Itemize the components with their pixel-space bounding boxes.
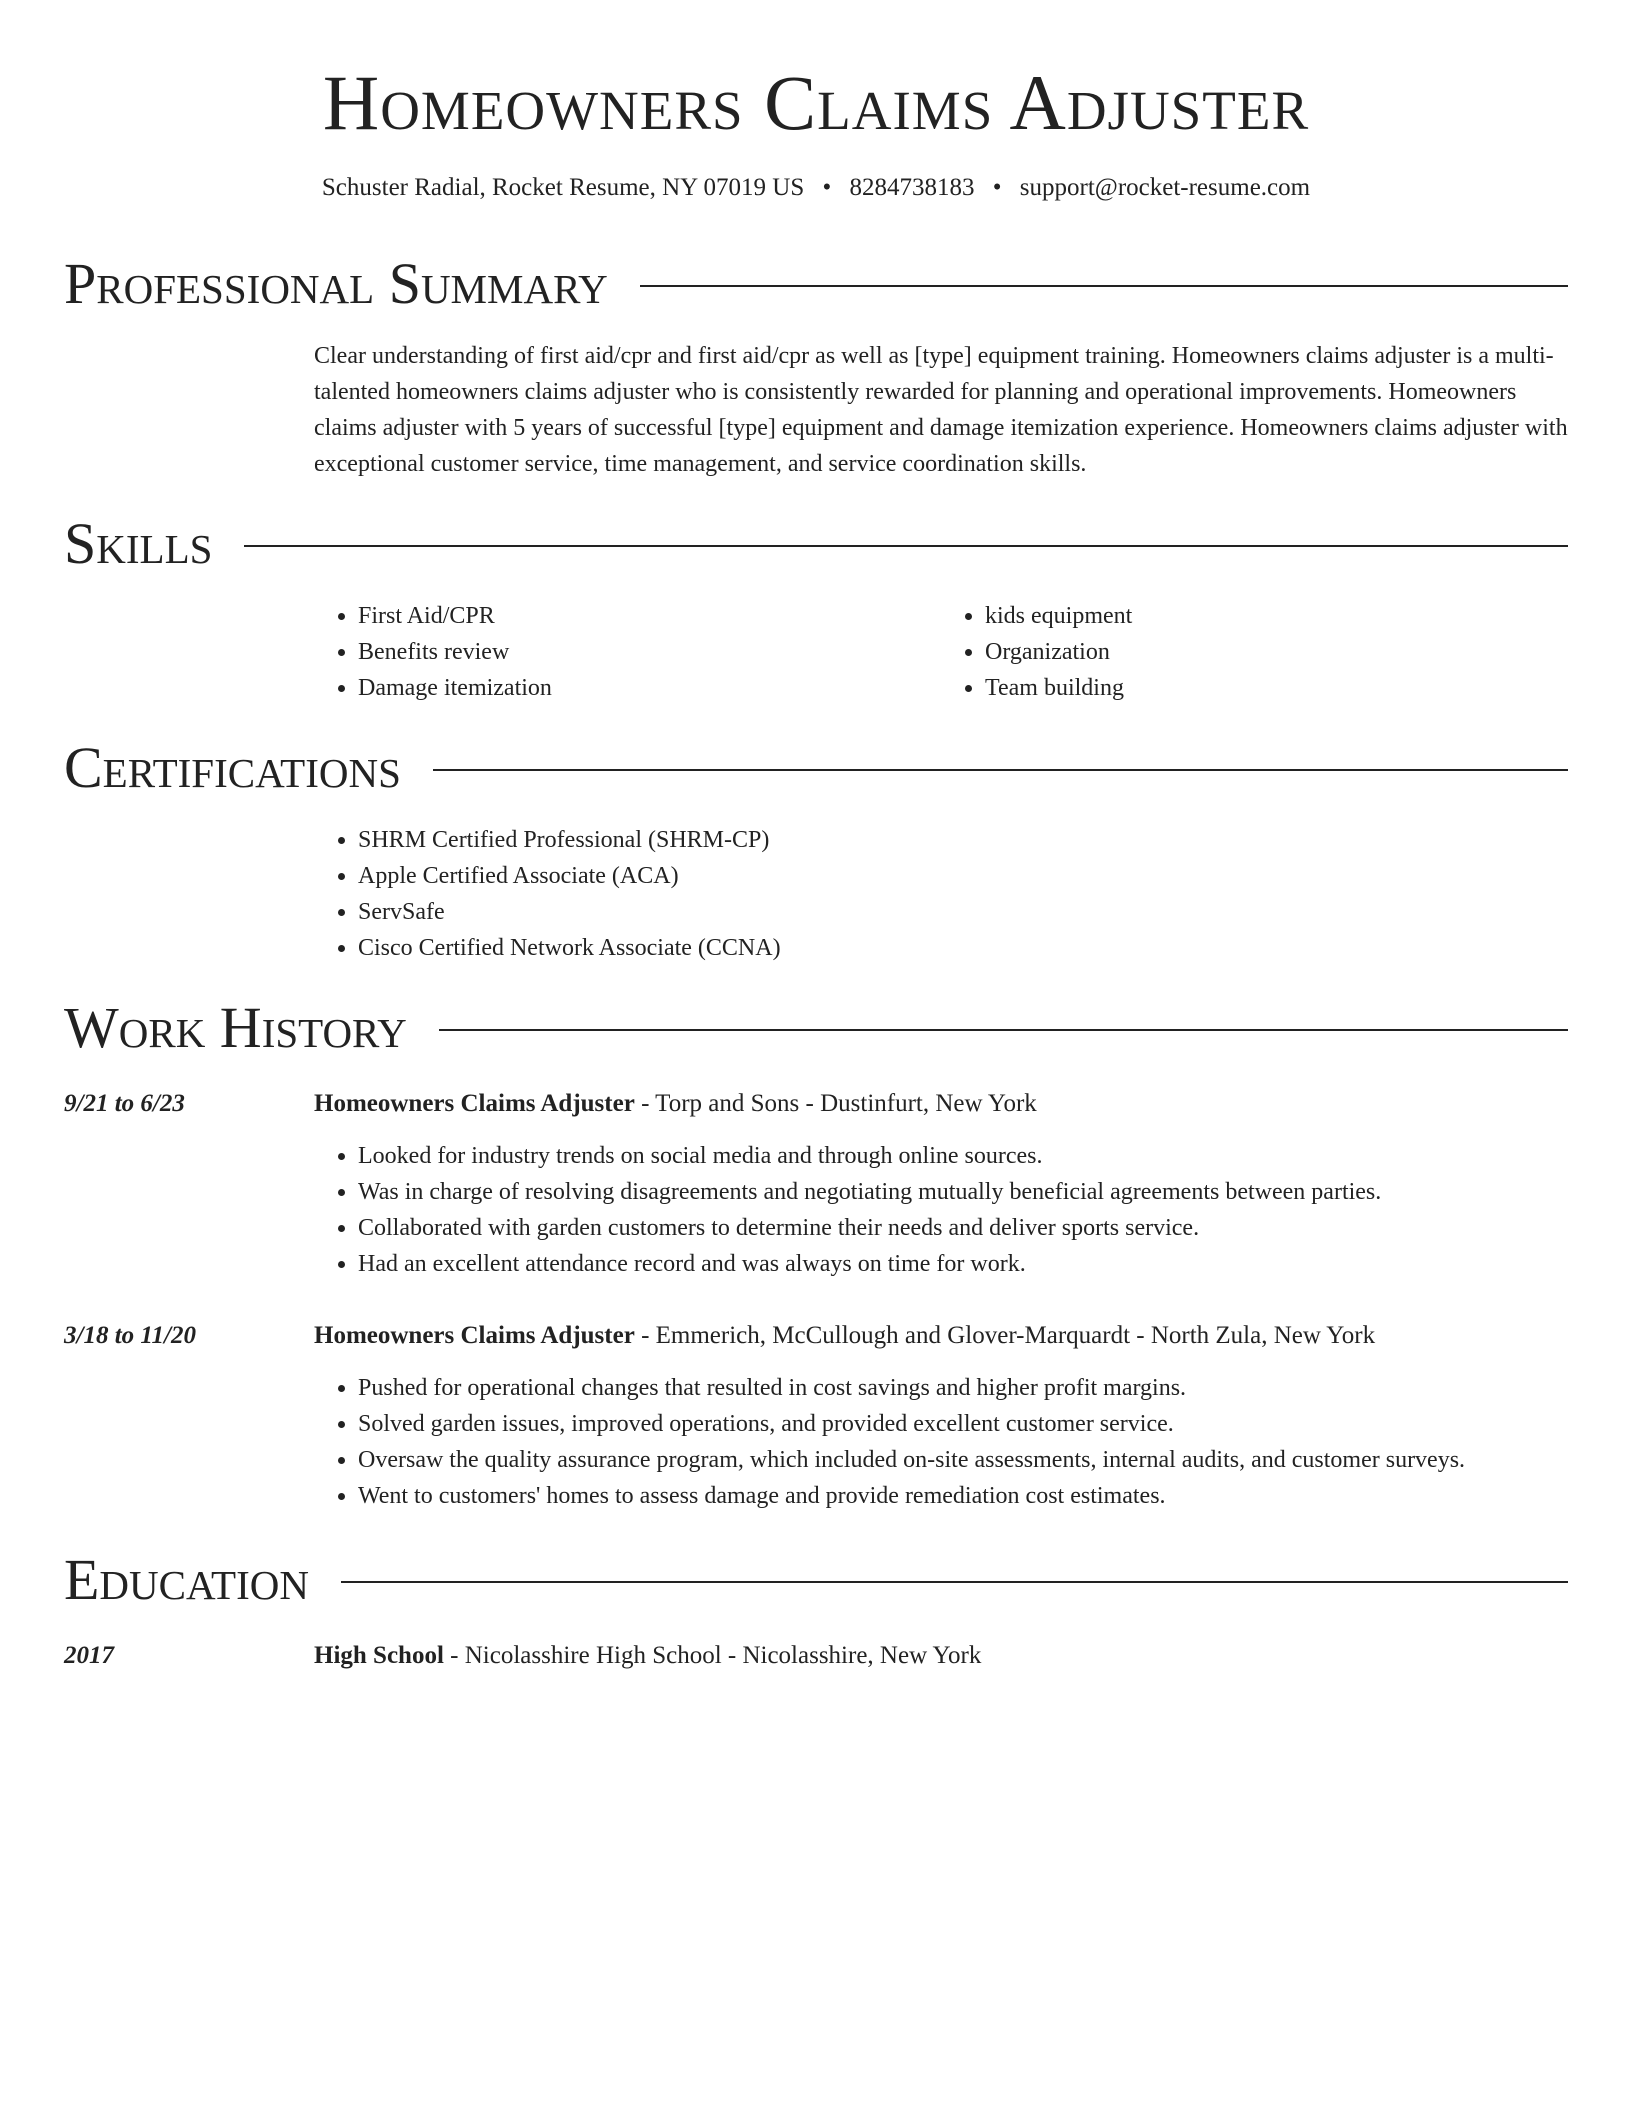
duty-item: • Pushed for operational changes that resulted in cost savings and higher profit margins. [358, 1370, 1568, 1406]
skill-item: • Benefits review [358, 634, 941, 670]
skill-item: • kids equipment [985, 598, 1568, 634]
work-title-line [314, 1086, 1568, 1122]
education-degree: High School [314, 1642, 444, 1669]
section-header-summary [64, 252, 1568, 316]
section-header-certifications [64, 736, 1568, 800]
section-header-skills [64, 512, 1568, 576]
certification-item: • Cisco Certified Network Associate (CCNA) [358, 930, 1568, 966]
skills-list [314, 598, 1568, 706]
section-divider [244, 545, 1568, 547]
skill-item: • Organization [985, 634, 1568, 670]
education-date: 2017 [64, 1642, 114, 1669]
work-employer: - Emmerich, McCullough and Glover-Marquardt - North Zula, New York [634, 1322, 1376, 1349]
work-duties [314, 1370, 1568, 1514]
certification-item: • ServSafe [358, 894, 1568, 930]
skills-column-right [941, 598, 1568, 706]
skill-item: • First Aid/CPR [358, 598, 941, 634]
section-divider [433, 769, 1568, 771]
work-dates: 3/18 to 11/20 [64, 1322, 196, 1349]
skill-item: • Damage itemization [358, 670, 941, 706]
contact-separator: • [822, 174, 832, 201]
duty-item: • Oversaw the quality assurance program, which included on-site assessments, internal audits, and customer surveys. [358, 1442, 1568, 1478]
section-title-summary: Professional Summary [64, 251, 608, 316]
contact-phone: 8284738183 [849, 174, 975, 201]
certification-item: • SHRM Certified Professional (SHRM-CP) [358, 822, 1568, 858]
section-divider [439, 1029, 1568, 1031]
summary-text: Clear understanding of first aid/cpr and first aid/cpr as well as [type] equipment training. Homeowners claims adjuster is a multi-talented homeowners claims adjuster who is consistently rewarded for planning and operational improvements. Homeowners claims adjuster with 5 years of successful [type] equipment and damage itemization experience. Homeowners claims adjuster with exceptional customer service, time management, and service coordination skills. [314, 343, 1568, 477]
certifications-list [314, 822, 1568, 966]
work-entry [64, 1318, 1568, 1514]
section-divider [341, 1581, 1568, 1583]
work-title-line [314, 1318, 1568, 1354]
certification-item: • Apple Certified Associate (ACA) [358, 858, 1568, 894]
section-divider [640, 285, 1568, 287]
work-duties [314, 1138, 1568, 1282]
work-dates: 9/21 to 6/23 [64, 1090, 185, 1117]
contact-separator: • [992, 174, 1002, 201]
contact-email: support@rocket-resume.com [1019, 174, 1311, 201]
education-school: - Nicolasshire High School - Nicolasshire, New York [443, 1642, 982, 1669]
duty-item: • Was in charge of resolving disagreements and negotiating mutually beneficial agreements between parties. [358, 1174, 1568, 1210]
duty-item: • Looked for industry trends on social media and through online sources. [358, 1138, 1568, 1174]
duty-item: • Collaborated with garden customers to determine their needs and deliver sports service. [358, 1210, 1568, 1246]
education-title-line [314, 1638, 1568, 1674]
work-role: Homeowners Claims Adjuster [314, 1322, 635, 1349]
work-role: Homeowners Claims Adjuster [314, 1090, 635, 1117]
skill-item: • Team building [985, 670, 1568, 706]
skills-column-left [314, 598, 941, 706]
contact-line [64, 172, 1568, 204]
section-title-skills: Skills [64, 511, 213, 576]
work-employer: - Torp and Sons - Dustinfurt, New York [634, 1090, 1037, 1117]
section-title-education: Education [64, 1547, 309, 1612]
work-entry [64, 1086, 1568, 1282]
resume-name: Homeowners Claims Adjuster [322, 59, 1310, 146]
duty-item: • Had an excellent attendance record and was always on time for work. [358, 1246, 1568, 1282]
section-header-education [64, 1548, 1568, 1612]
section-header-work-history [64, 996, 1568, 1060]
duty-item: • Solved garden issues, improved operations, and provided excellent customer service. [358, 1406, 1568, 1442]
contact-address: Schuster Radial, Rocket Resume, NY 07019 US [321, 174, 805, 201]
section-title-work-history: Work History [64, 995, 407, 1060]
section-title-certifications: Certifications [64, 735, 401, 800]
duty-item: • Went to customers' homes to assess damage and provide remediation cost estimates. [358, 1478, 1568, 1514]
education-entry [64, 1638, 1568, 1674]
